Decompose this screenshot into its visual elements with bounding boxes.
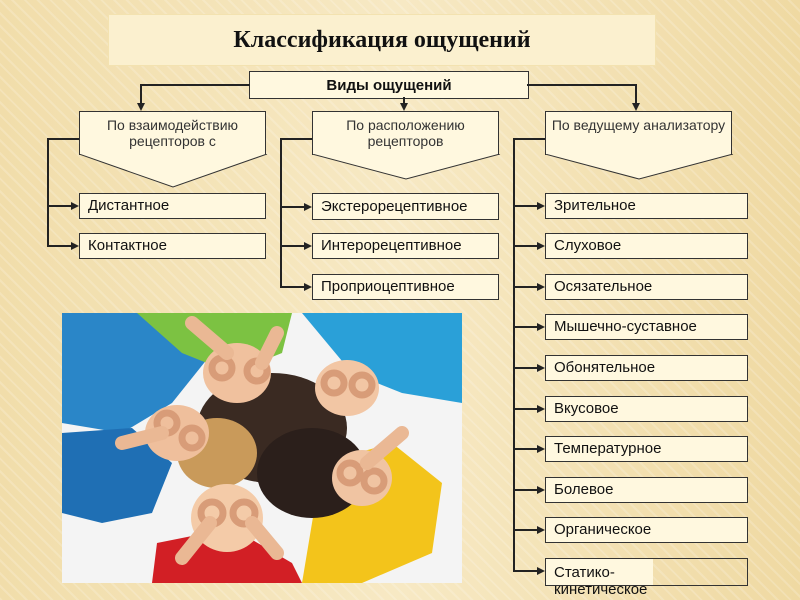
item-intero: Интерорецептивное [312,233,499,259]
arrow-3-5 [537,405,545,413]
page-title: Классификация ощущений [233,26,531,53]
item-visual: Зрительное [545,193,748,219]
arrow-3-2 [537,283,545,291]
branch-line-2-top [280,138,312,140]
category-location [312,111,499,155]
branch-3-6 [513,448,537,450]
branch-3-0 [513,205,537,207]
item-pain: Болевое [545,477,748,503]
item-olfactory: Обонятельное [545,355,748,381]
item-tactile: Осязательное [545,274,748,300]
arrow-to-cat1 [137,103,145,111]
branch-3-4 [513,367,537,369]
branch-1-0 [47,205,71,207]
item-static-kinetic: Статико-кинетическое [545,558,653,586]
branch-3-2 [513,286,537,288]
branch-line-1 [47,138,49,246]
branch-3-7 [513,489,537,491]
children-photo-icon [62,313,462,583]
connector-root-right-down [635,84,637,104]
arrow-1-0 [71,202,79,210]
item-temperature: Температурное [545,436,748,462]
item-gustatory: Вкусовое [545,396,748,422]
arrow-3-9 [537,567,545,575]
arrow-3-8 [537,526,545,534]
children-photo [62,313,462,583]
connector-root-left-down [140,84,142,104]
branch-3-9 [513,570,537,572]
connector-root-right [527,84,637,86]
branch-line-1-top [47,138,79,140]
arrow-to-cat2 [400,103,408,111]
arrow-3-7 [537,486,545,494]
category-label: По взаимодействию рецепторов с [106,117,239,149]
item-auditory: Слуховое [545,233,748,259]
branch-2-1 [280,245,304,247]
branch-3-1 [513,245,537,247]
item-musculo: Мышечно-суставное [545,314,748,340]
item-extero: Экстерорецептивное [312,193,499,220]
root-node: Виды ощущений [249,71,529,99]
branch-line-3-top [513,138,545,140]
branch-3-8 [513,529,537,531]
arrow-3-4 [537,364,545,372]
branch-3-3 [513,326,537,328]
branch-3-5 [513,408,537,410]
category-location-point [312,154,501,180]
branch-line-2 [280,138,282,288]
arrow-1-1 [71,242,79,250]
item-contact: Контактное [79,233,266,259]
item-distant: Дистантное [79,193,266,219]
category-label: По ведущему анализатору [551,117,726,133]
item-organic: Органическое [545,517,748,543]
arrow-to-cat3 [632,103,640,111]
arrow-2-1 [304,242,312,250]
category-interaction-point [79,154,268,188]
branch-2-2 [280,286,304,288]
title-band [108,14,656,66]
arrow-2-2 [304,283,312,291]
arrow-3-1 [537,242,545,250]
category-analyzer-point [545,154,734,180]
arrow-3-3 [537,323,545,331]
category-interaction [79,111,266,155]
item-proprio: Проприоцептивное [312,274,499,300]
category-label: По расположению рецепторов [346,117,465,149]
branch-line-3 [513,138,515,571]
branch-2-0 [280,206,304,208]
arrow-3-6 [537,445,545,453]
branch-1-1 [47,245,71,247]
arrow-2-0 [304,203,312,211]
connector-root-left [140,84,250,86]
category-analyzer [545,111,732,155]
arrow-3-0 [537,202,545,210]
